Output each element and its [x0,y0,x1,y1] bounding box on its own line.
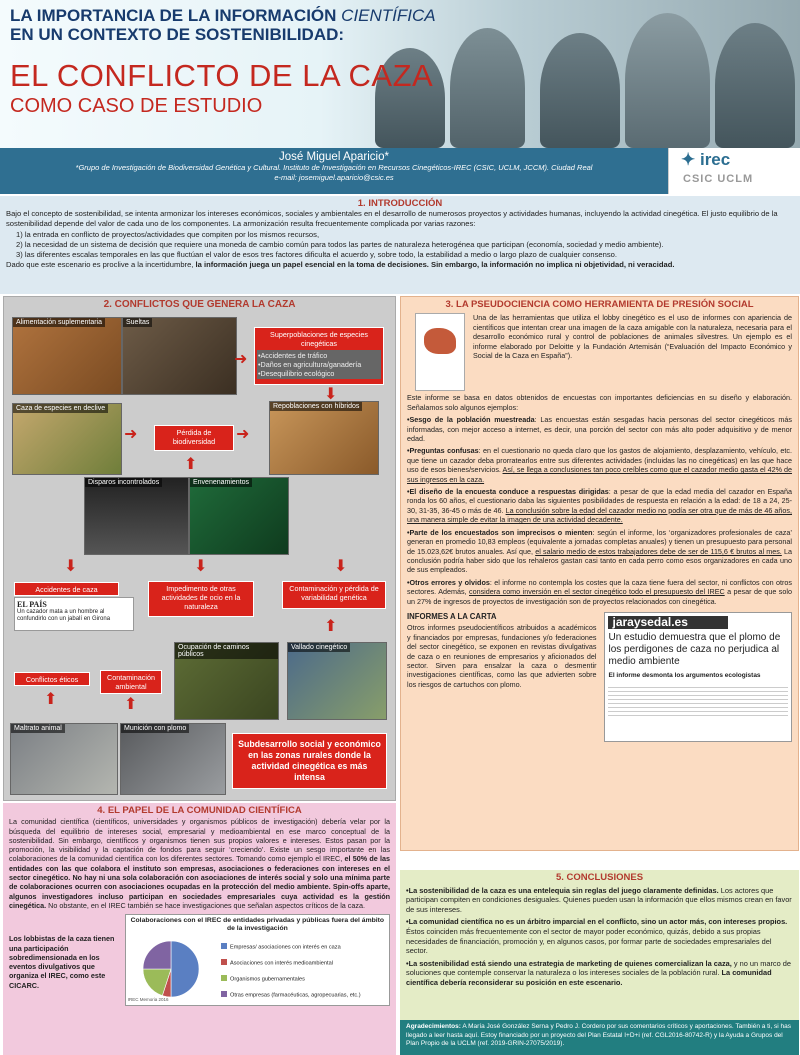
bullet-other-errors: •Otros errores y olvidos: el informe no contempla los costes que la caza tiene fuera del sector, ni conflictos con otros sectores. Además, considera como inversión en el sector cinegético todo el presupuesto del IREC a pesar de que solo un 27% de ingresos de proyectos de investigación son de proyectos relacionados con cinegética. [407,577,792,606]
conclusion-item: •La sostenibilidad de la caza es una entelequia sin reglas del juego claramente definidas. Los actores que participan compiten en condiciones desiguales. Quienes pueden usan la información que ellos mismos crean en favor de sus intereses. [406,885,792,914]
arrow-up-icon: ⬆ [124,696,138,713]
box-ethical-conflicts: Conflictos éticos [14,672,90,686]
author-name: José Miguel Aparicio* [279,151,389,163]
legend-label: Otras empresas (farmacéuticas, agropecuarias, etc.) [229,992,361,999]
photo-xray-shots: Disparos incontrolados [84,477,189,555]
bullet-confusing-questions: •Preguntas confusas: en el cuestionario no queda claro que los gastos de alojamiento, desplazamiento, vehículo, etc. que tiene un cazador deba prorratearlos entre sus diferentes actividades (incluidas las no cinegéticas) en las que hace uso de esos bienes/servicios. Así, se llega a conclusiones tan poco creíbles como que el cazador medio gasta el 42% de sus ingresos en la caza. [407,446,792,484]
arrow-down-icon: ⬇ [194,558,208,575]
photo-hybrid-restocking: Repoblaciones con híbridos [269,401,379,475]
pie-slice [171,941,199,997]
arrow-right-icon: ➜ [234,351,248,368]
author-email: e-mail: josemiguel.aparicio@csic.es [274,173,394,182]
author-bar [0,148,668,194]
conclusion-item: •La sostenibilidad está siendo una estrategia de marketing de quienes comercializan la caza, y no un marco de soluciones que contemple conservar la naturaleza o los intereses sociales de la población rural. La comunidad científica debería reconsiderar su posición en este escenario. [406,958,792,987]
pie-chart [125,914,390,1006]
pseudoscience-paragraph: Este informe se basa en datos obtenidos de encuestas con importantes deficiencias en su diseño y elaboración. Señalamos solo algunos ejemplos: [407,393,792,412]
bullet-sampling-bias: •Sesgo de la población muestreada: Las encuestas están sesgadas hacia personas del sector cinegéticos más informadas, con mejor acceso a internet, es decir, una porción del sector con más alto poder adquisitivo y de menor edad. [407,415,792,444]
box-hunting-accidents: Accidentes de caza [14,582,119,596]
arrow-up-icon: ⬆ [324,618,338,635]
photo-releases: Sueltas [122,317,237,395]
section-title: 3. LA PSEUDOCIENCIA COMO HERRAMIENTA DE PRESIÓN SOCIAL [445,299,754,310]
conclusion-item: •La comunidad científica no es un árbitro imparcial en el conflicto, sino un actor más, con intereses propios. Éstos coinciden más frecuentemente con el sector de mayor poder económico, quizás, debido a sus propias necesidades de financiación, promoción y, en algunos casos, por formar parte de sociedades empresariales del sector. [406,917,788,956]
legend-label: Asociaciones con interés medioambiental [229,960,333,967]
chart-title: Colaboraciones con el IREC de entidades privadas y públicas fuera del ámbito de la investigación [130,917,385,933]
poster-supertitle: LA IMPORTANCIA DE LA INFORMACIÓN CIENTÍFICA EN UN CONTEXTO DE SOSTENIBILIDAD: [10,6,436,44]
bullet-imprecise-respondents: •Parte de los encuestados son imprecisos o mienten: según el informe, los ‘organizadores profesionales de caza’ generan en promedio 10,83 empleos (equivalente a jornadas completas anuales) y tienen un presupuesto para personal de 15.023,62€ brutos anuales. Así que, el salario medio de estos trabajadores debe de ser de 115,6 € brutos al mes. La conclusión podría haber sido que los rehaleros gastan casi tanto en cada perro como esos organizadores en cada uno de sus empleados. [407,527,792,575]
jaraysedal-clipping: jaraysedal.es Un estudio demuestra que el plomo de los perdigones de caza no perjudica al medio ambiente El informe desmonta los argumentos ecologistas [604,612,792,742]
csic-uclm-logo: CSIC UCLM [683,173,754,185]
irec-logo: ✦ irec [681,150,731,169]
box-rural-underdevelopment: Subdesarrollo social y económico en las zonas rurales donde la actividad cinegética es más intensa [232,733,387,789]
box-leisure-impediment: Impedimento de otras actividades de ocio en la naturaleza [148,581,254,617]
photo-road-occupation: Ocupación de caminos públicos [174,642,279,720]
intro-conclusion: Dado que este escenario es proclive a la incertidumbre, la información juega un papel esencial en la toma de decisiones. Sin embargo, la información no implica ni objetividad, ni veracidad. [6,260,675,270]
section-conflicts [3,296,396,801]
header-photo [715,23,795,148]
section-title: 2. CONFLICTOS QUE GENERA LA CAZA [103,299,296,310]
list-item: 3) las diferentes escalas temporales en las que fluctúan el valor de esos tres factores dificulta el acuerdo y, sobre todo, la estabilidad a medio o largo plazo de cualquier consenso. [16,250,617,260]
photo-animal-abuse: Maltrato animal [10,723,118,795]
section-conclusions [400,870,799,1020]
photo-lead-ammunition: Munición con plomo [120,723,226,795]
box-overpopulation: Superpoblaciones de especies cinegéticas •Accidentes de tráfico •Daños en agricultura/ganadería •Desequilibrio ecológico [254,327,384,385]
section-pseudoscience [400,296,799,851]
legend-swatch [221,959,227,965]
custom-reports: INFORMES A LA CARTA Otros informes pseudocientíficos atribuidos a académicos y financiados por empresas, fundaciones y/o federaciones del sector cinegético, se exponen en revistas divulgativas de caza o en reuniones de empresarios y aficionados del sector. Sirven para ensalzar la caza o desmentir investigaciones científicas, como las que advierten sobre los riesgos de cartuchos con plomo. [407,611,597,689]
legend-label: Organismos gubernamentales [229,976,305,983]
section-title: 5. CONCLUSIONES [555,872,644,883]
arrow-up-icon: ⬆ [44,691,58,708]
arrow-right-icon: ➜ [124,426,138,443]
acknowledgements: Agradecimientos: A María José González Serna y Pedro J. Cordero por sus comentarios críticos y aportaciones. También a ti, si has llegado a leer hasta aquí. Estoy financiado por un proyecto del Plan Estatal I+D+i (ref. CGL2016-80742-R) y la Ayuda a Grupos del Plan Propio de la UCLM (ref. 2019-GRIN-27075/2019). [400,1020,799,1055]
arrow-down-icon: ⬇ [334,558,348,575]
arrow-right-icon: ➜ [236,426,250,443]
section-scientific-community [3,803,396,1055]
newspaper-clipping: EL PAÍS Un cazador mata a un hombre al confundirlo con un jabalí en Girona [14,597,134,631]
photo-hunting-fence: Vallado cinegético [287,642,387,720]
pie-slice [143,941,171,969]
arrow-down-icon: ⬇ [324,386,338,403]
legend-swatch [221,943,227,949]
poster-title: EL CONFLICTO DE LA CAZA [10,58,434,93]
chart-source: IREC Memoria 2016 [127,996,169,1002]
section-title: 1. INTRODUCCIÓN [357,198,443,209]
community-paragraph: La comunidad científica (científicos, universidades y organismos públicos de investigación) debería velar por la búsqueda del equilibrio de intereses social, empresarial y medioambiental en ese marco conceptual de la sostenibilidad. Sin embargo, científicos y organismos tienen sus propios valores e intereses. Estos pasan por la promoción, la visibilidad y la captación de fondos para seguir ‘creciendo’. Existe un sesgo importante en las colaboraciones de la comunidad científica con los diferentes sectores. Tomando como ejemplo el IREC, el 50% de las entidades con las que colabora el instituto son empresas, asociaciones o federaciones con intereses en el sector cinegético. No hay ni una sola colaboración con asociaciones de interés social y solo una mínima parte de colaboraciones ocurren con asociaciones ocupadas en la protección del medio ambiente. Spin-offs aparte, algunos investigadores incluso participan en sociedades empresariales cuya actividad es la gestión cinegética. No obstante, en el IREC también se hace investigaciones que señalan aspectos críticos de la caza. [9,817,390,910]
list-item: 2) la necesidad de un sistema de decisión que requiere una moneda de cambio común para todos las partes de naturaleza heterogénea que participan (economía, sociedad y medio ambiente). [16,239,664,249]
box-environmental-contamination: Contaminación ambiental [100,670,162,694]
photo-declining-species: Caza de especies en declive [12,403,122,475]
header-photo [540,33,620,148]
bullet-survey-design: •El diseño de la encuesta conduce a respuestas dirigidas: a pesar de que la edad media del cazador en España ronda los 60 años, el cuestionario daba las siguientes posibilidades de respuesta en relación a la edad: de 18 a 24, 25-30, 31-35, 36-45 o más de 46. La conclusión sobre la edad del cazador medio no podía ser otra que de más de 46 años, una manera simple de evitar la imagen de una actividad decadente. [407,487,792,525]
poster-subtitle: COMO CASO DE ESTUDIO [10,95,263,117]
photo-supplementary-feeding: Alimentación suplementaria [12,317,122,395]
institution-logos [668,148,800,194]
box-genetic-contamination: Contaminación y pérdida de variabilidad genética [282,581,386,609]
photo-poisoning: Envenenamientos [189,477,289,555]
list-item: 1) la entrada en conflicto de proyectos/actividades que compiten por los mismos recursos, [16,229,320,239]
legend-label: Empresas/ asociaciones con interés en caza [229,944,341,951]
pseudoscience-intro: Una de las herramientas que utiliza el lobby cinegético es el uso de informes con apariencia de científicos que intentan crear una imagen de la caza amigable con la naturaleza, necesaria para el desarrollo económico rural y control de poblaciones de animales silvestres. Un ejemplo es el informe elaborado por Deloitte y la Fundación Artemisán (“Evaluación del Impacto Económico y Social de la Caza en España”). [473,313,792,361]
legend-swatch [221,975,227,981]
section-introduction [0,196,800,294]
arrow-up-icon: ⬆ [184,456,198,473]
lobbyists-note: Los lobbistas de la caza tienen una participación sobredimensionada en los eventos divulgativos que organiza el IREC, como este CICARC. [9,934,115,990]
author-affiliation: *Grupo de Investigación de Biodiversidad Genética y Cultural. Instituto de Investigación en Recursos Cinegéticos-IREC (CSIC, UCLM, JCCM). Ciudad Real [75,163,593,172]
report-cover-image [415,313,465,391]
section-title: 4. EL PAPEL DE LA COMUNIDAD CIENTÍFICA [97,805,302,816]
legend-swatch [221,991,227,997]
intro-list [6,230,794,261]
arrow-down-icon: ⬇ [64,558,78,575]
intro-paragraph: Bajo el concepto de sostenibilidad, se intenta armonizar los intereses económicos, sociales y ambientales en el desarrollo de numerosos proyectos y actividades humanas, incluyendo la actividad cinegética. El justo equilibrio de la sostenibilidad depende del valor de cada uno de los componentes. La armonización resulta frecuentemente complicada por varias razones: [6,209,778,229]
header-photo [625,13,710,148]
box-biodiversity-loss: Pérdida de biodiversidad [154,425,234,451]
